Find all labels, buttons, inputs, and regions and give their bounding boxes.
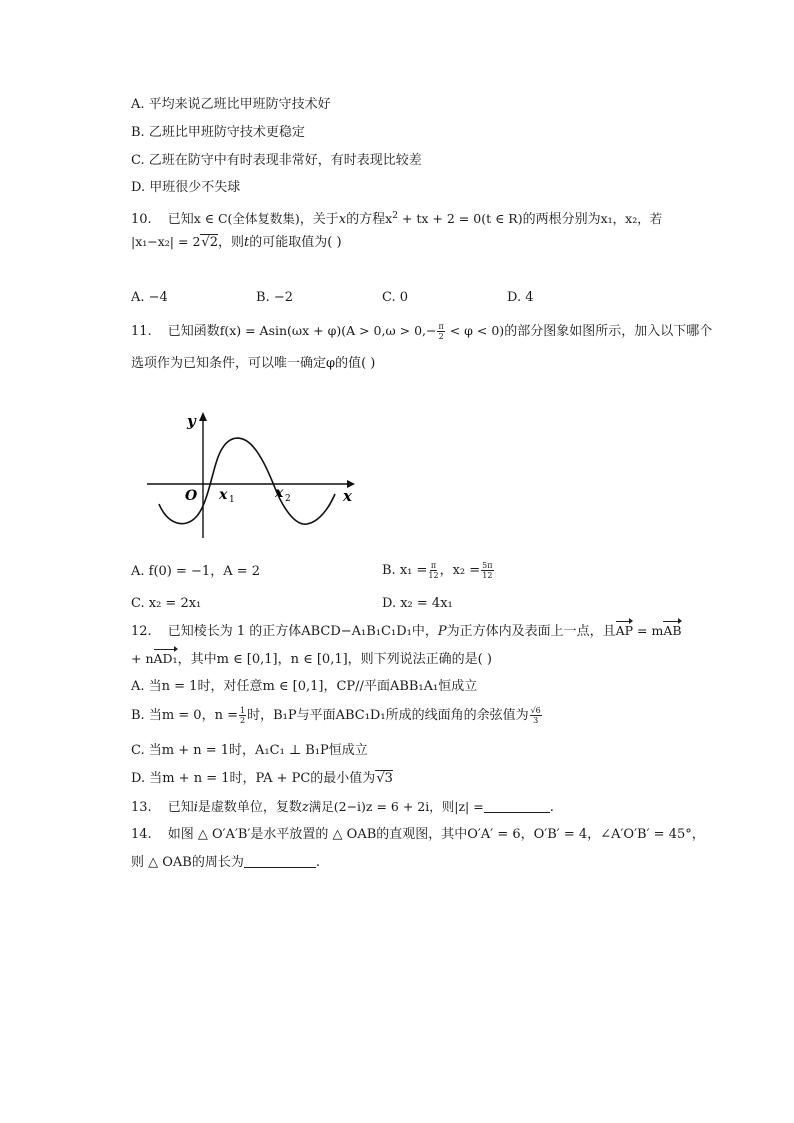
q12-line-2: + nAD₁，其中m ∈ [0,1]，n ∈ [0,1]，则下列说法正确的是( )	[131, 651, 492, 667]
q11-option-b: B. x₁ = $\frac{\pi}{12}$ ，x₂ = $\frac{5\pi}{12}$	[382, 561, 493, 580]
x1-subscript: 1	[229, 495, 235, 505]
fraction: $\frac{5\pi}{12}$	[482, 561, 493, 580]
q9-option-d: D. 甲班很少不失球	[131, 180, 241, 195]
q12-option-c: C. 当m + n = 1时，A₁C₁ ⊥ B₁P恒成立	[131, 743, 368, 758]
x2-subscript: 2	[285, 494, 291, 504]
q12-option-b: B. 当m = 0，n = $\frac{1}{2}$ 时，B₁P与平面ABC₁D₁所成的线面角的余弦值为 $\frac{√6}{3}$	[131, 706, 541, 725]
q10-option-b: B. −2	[256, 290, 293, 305]
sine-graph-figure	[145, 408, 360, 543]
answer-blank	[244, 854, 316, 868]
q10-line-2: |x₁−x₂| = 2√2，则t的可能取值为( )	[131, 234, 342, 250]
y-axis-label: y	[187, 412, 196, 430]
vector-ab: AB	[663, 623, 682, 638]
vector-ap: AP	[615, 623, 634, 638]
q9-option-c: C. 乙班在防守中有时表现非常好，有时表现比较差	[131, 153, 422, 168]
fraction: $\frac{√6}{3}$	[530, 706, 541, 725]
q10-option-d: D. 4	[507, 290, 534, 305]
fraction: $\frac{\pi}{12}$	[428, 561, 439, 580]
q11-line-2: 选项作为已知条件，可以唯一确定φ的值( )	[131, 356, 376, 371]
q9-option-b: B. 乙班比甲班防守技术更稳定	[131, 125, 305, 140]
q10-option-a: A. −4	[131, 290, 168, 305]
q12-line-1: 12. 已知棱长为 1 的正方体ABCD−A₁B₁C₁D₁中，P为正方体内及表面上一点，且AP = mAB	[131, 623, 682, 639]
sqrt-radical: √3	[376, 771, 393, 786]
q11-line-1: 11. 已知函数f(x) = Asin(ωx + φ)(A > 0,ω > 0,− $\frac{\pi}{2}$ < φ < 0)的部分图象如图所示，加入以下哪个	[131, 322, 713, 341]
q12-option-a: A. 当n = 1时，对任意m ∈ [0,1]，CP//平面ABB₁A₁恒成立	[131, 679, 478, 694]
q9-option-a: A. 平均来说乙班比甲班防守技术好	[131, 97, 331, 112]
vector-ad1: AD₁	[153, 651, 178, 666]
origin-label: O	[185, 488, 198, 504]
answer-blank	[484, 799, 550, 813]
q11-option-a: A. f(0) = −1，A = 2	[131, 564, 261, 579]
q13-number: 13.	[131, 800, 152, 815]
q12-number: 12.	[131, 624, 152, 639]
q11-number: 11.	[131, 324, 152, 339]
q11-option-c: C. x₂ = 2x₁	[131, 596, 202, 611]
q14-number: 14.	[131, 827, 152, 842]
x1-label: x	[219, 487, 228, 503]
x2-label: x	[275, 485, 284, 501]
q10-line-1: 10. 已知x ∈ C(全体复数集)，关于x的方程$x^2$ + tx + 2 = 0(t ∈ R)的两根分别为x₁，x₂，若	[131, 211, 663, 227]
fraction: $\frac{1}{2}$	[239, 706, 246, 725]
q13-line: 13. 已知i是虚数单位，复数z满足(2−i)z = 6 + 2i，则|z| = .	[131, 799, 554, 815]
x-axis-label: x	[343, 487, 352, 505]
q10-number: 10.	[131, 212, 152, 227]
sine-curve	[159, 438, 335, 524]
q14-line-1: 14. 如图 △ O′A′B′是水平放置的 △ OAB的直观图，其中O′A′ = 6，O′B′ = 4，∠A′O′B′ = 45°，	[131, 827, 705, 842]
q12-option-d: D. 当m + n = 1时，PA + PC的最小值为√3	[131, 771, 393, 786]
q10-option-c: C. 0	[382, 290, 409, 305]
q14-line-2: 则 △ OAB的周长为 .	[131, 855, 321, 870]
y-axis-arrow	[199, 412, 207, 421]
fraction: $\frac{\pi}{2}$	[438, 322, 444, 341]
sqrt-radical: √2	[201, 235, 218, 250]
q11-option-d: D. x₂ = 4x₁	[382, 596, 453, 611]
